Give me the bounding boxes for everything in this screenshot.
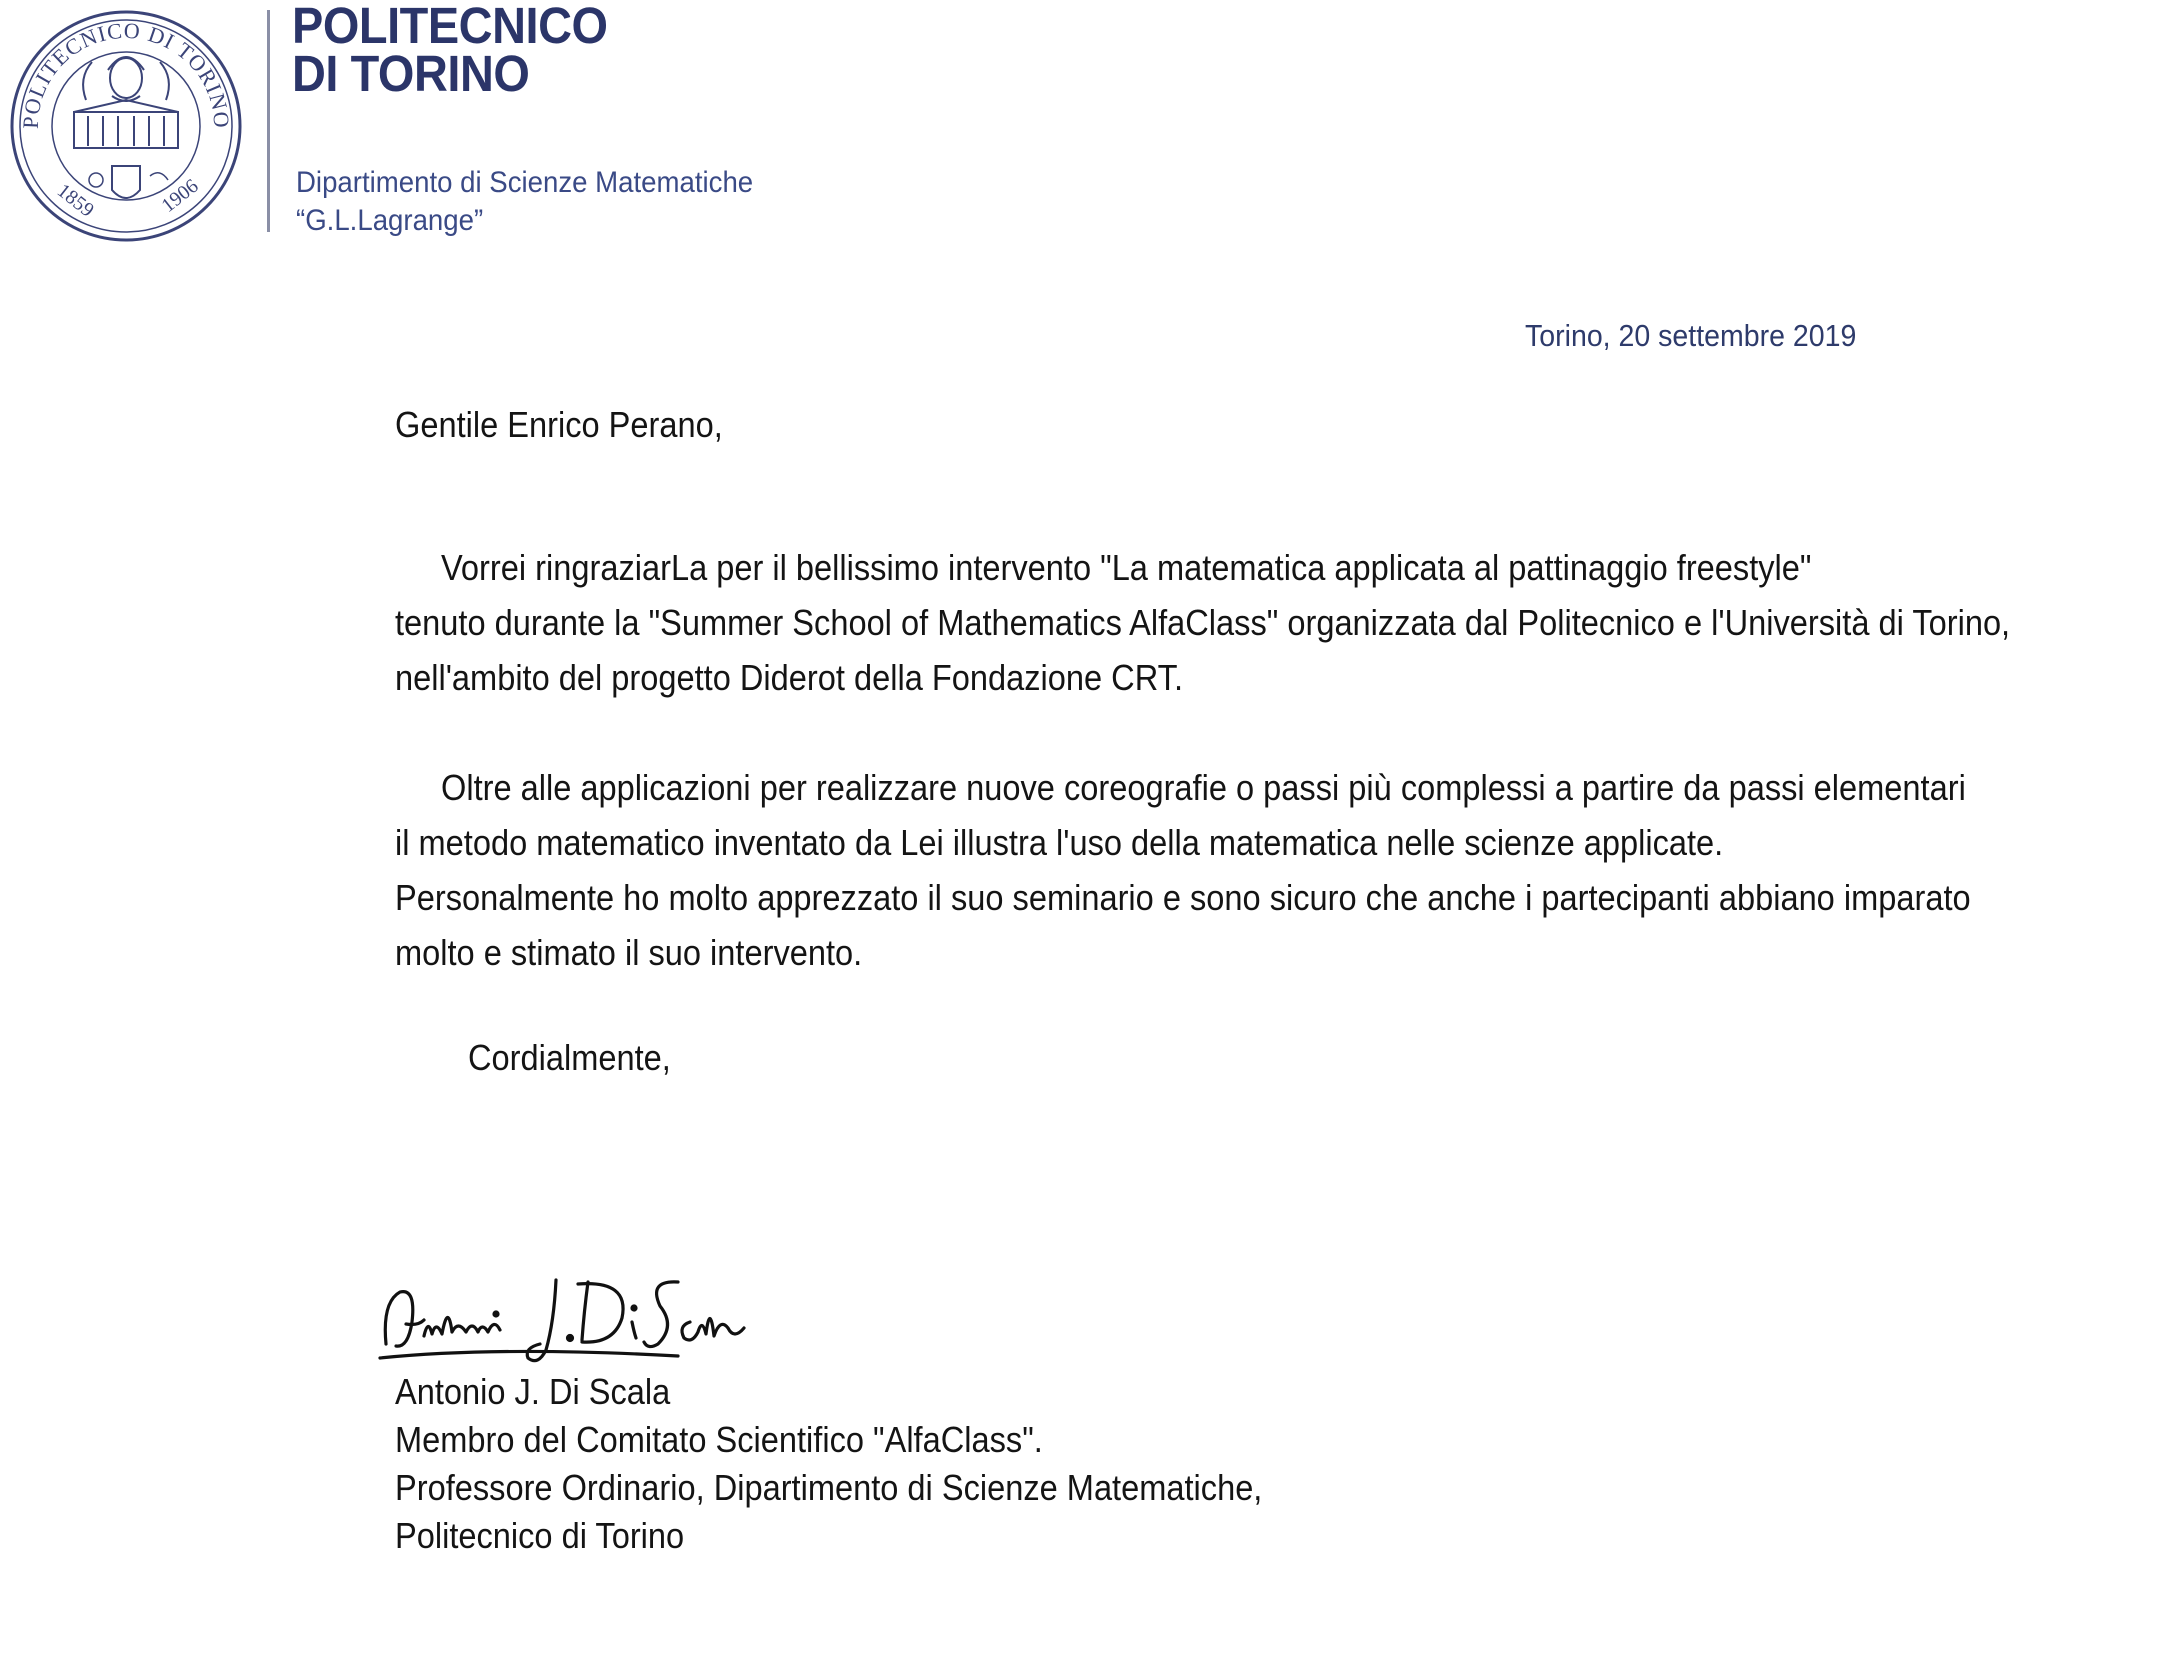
signer-name: Antonio J. Di Scala — [395, 1371, 671, 1412]
university-name-line-1: POLITECNICO — [292, 0, 608, 54]
department-line-2: “G.L.Lagrange” — [296, 204, 484, 237]
department-name — [296, 164, 793, 240]
paragraph-2-line-2: il metodo matematico inventato da Lei illustra l'uso della matematica nelle scienze applicate. — [395, 822, 1724, 863]
seal-year-left: 1859 — [52, 179, 98, 222]
seal-year-right: 1906 — [157, 174, 203, 217]
university-seal-logo — [8, 8, 244, 244]
handwritten-signature — [378, 1262, 758, 1372]
letter-date: Torino, 20 settembre 2019 — [1525, 318, 1857, 353]
paragraph-2-line-3: Personalmente ho molto apprezzato il suo seminario e sono sicuro che anche i partecipanti abbiano imparato — [395, 877, 1971, 918]
paragraph-1-line-2: tenuto durante la "Summer School of Mathematics AlfaClass" organizzata dal Politecnico e l'Università di Torino, — [395, 602, 2011, 643]
salutation: Gentile Enrico Perano, — [395, 404, 723, 445]
seal-arc-text: POLITECNICO DI TORINO — [17, 17, 235, 130]
university-name-line-2: DI TORINO — [292, 45, 530, 102]
signer-institution: Politecnico di Torino — [395, 1515, 685, 1556]
paragraph-2-line-4: molto e stimato il suo intervento. — [395, 932, 863, 973]
closing: Cordialmente, — [468, 1037, 671, 1078]
paragraph-1-line-1: Vorrei ringraziarLa per il bellissimo intervento "La matematica applicata al pattinaggio freestyle" — [441, 547, 1812, 588]
signer-title: Professore Ordinario, Dipartimento di Scienze Matematiche, — [395, 1467, 1263, 1508]
paragraph-1-line-3: nell'ambito del progetto Diderot della Fondazione CRT. — [395, 657, 1184, 698]
letterhead-divider — [267, 10, 270, 232]
paragraph-2-line-1: Oltre alle applicazioni per realizzare nuove coreografie o passi più complessi a partire da passi elementari — [441, 767, 1966, 808]
signer-role: Membro del Comitato Scientifico "AlfaClass". — [395, 1419, 1043, 1460]
university-name — [292, 0, 635, 102]
department-line-1: Dipartimento di Scienze Matematiche — [296, 166, 754, 199]
